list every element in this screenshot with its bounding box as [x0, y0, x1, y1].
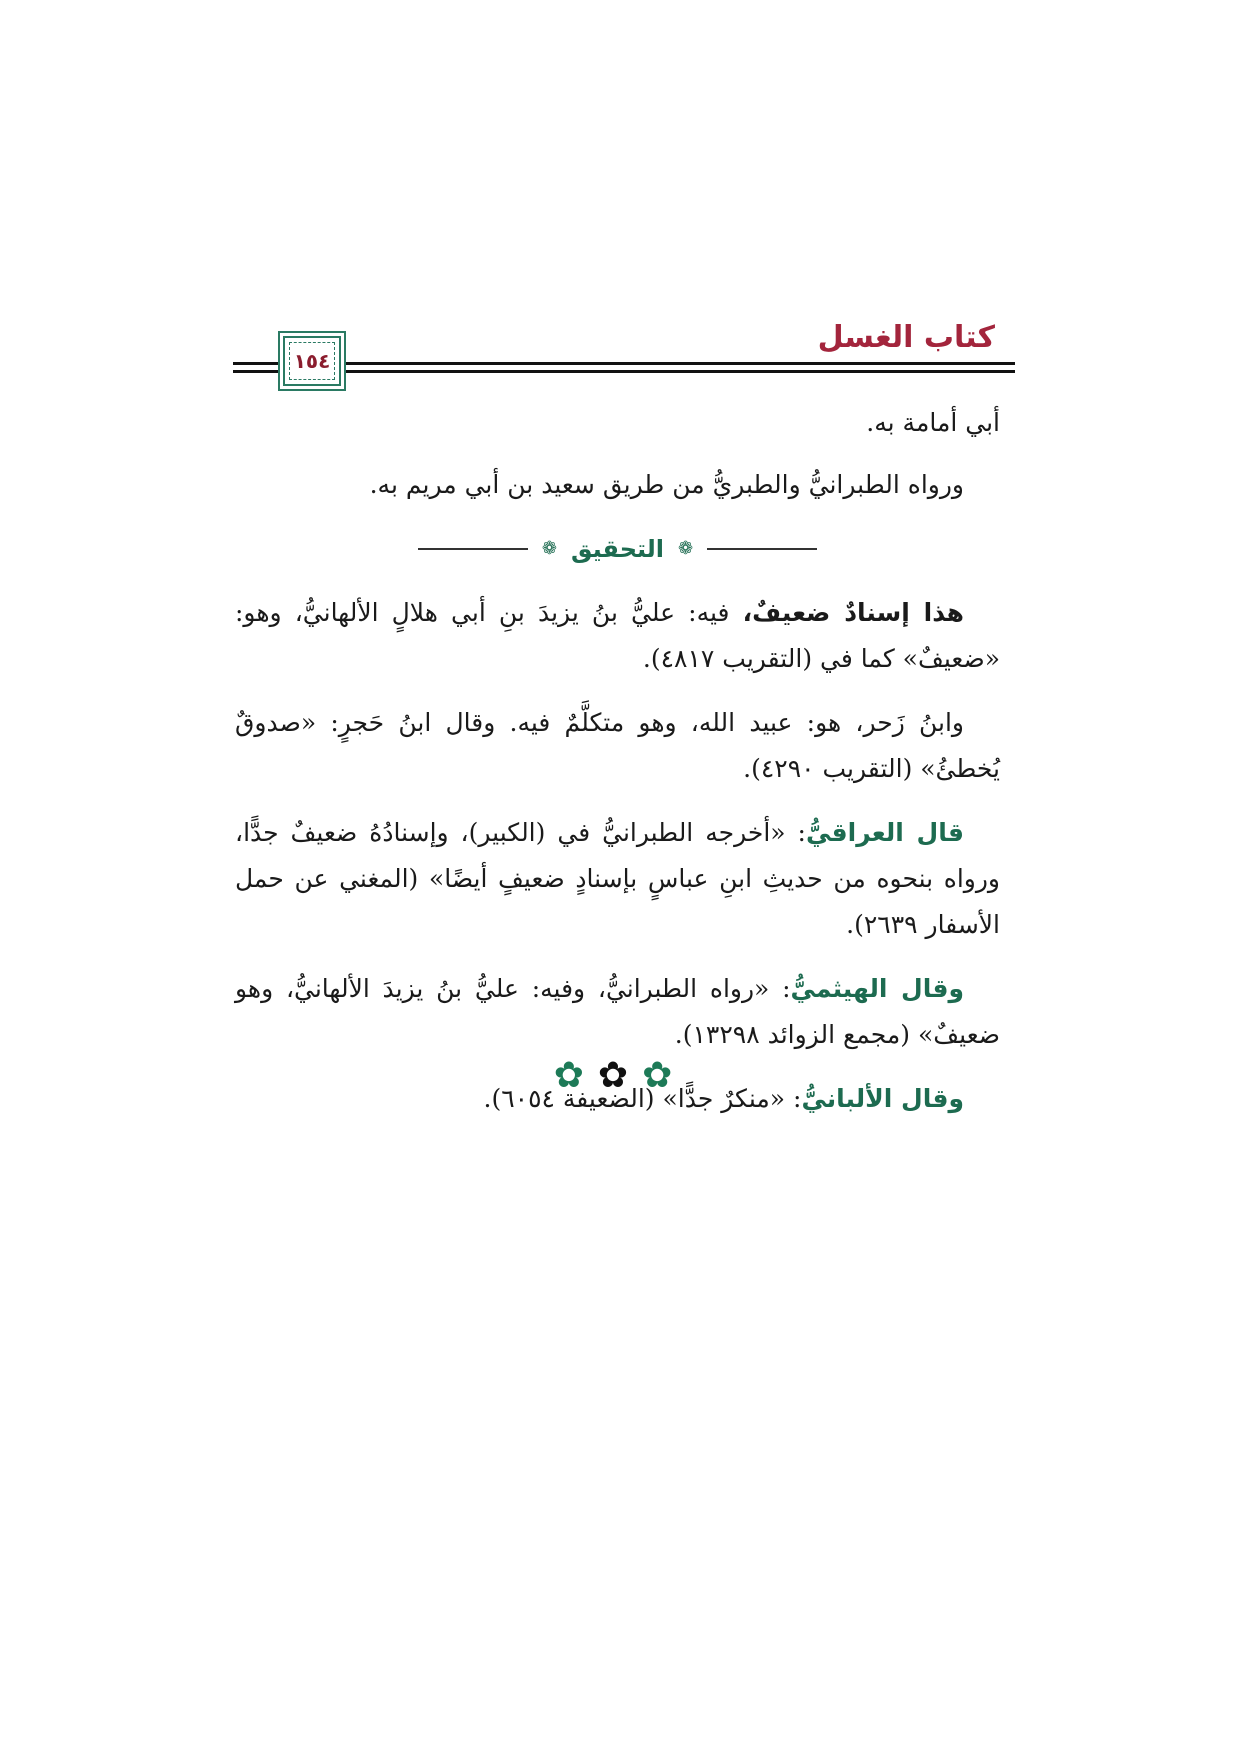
divider-line [707, 548, 817, 550]
paragraph [235, 810, 1000, 948]
flower-ornament-icon: ✿ [553, 1055, 598, 1096]
book-title: كتاب الغسل [817, 320, 995, 355]
paragraph-text: : «رواه الطبرانيُّ، وفيه: عليُّ بنُ يزيدَ الألهانيُّ، وهو ضعيفٌ» (مجمع الزوائد ١٣٢٩٨). [235, 974, 1000, 1049]
page-body [235, 400, 1000, 1140]
scholar-label: وقال الألبانيُّ [801, 1084, 964, 1113]
paragraph-text: فيه: عليُّ بنُ يزيدَ بنِ أبي هلالٍ الألهانيُّ، وهو: «ضعيفٌ» كما في (التقريب ٤٨١٧). [235, 598, 1000, 673]
header-rule-top [233, 362, 1015, 365]
paragraph-text: : «منكرٌ جدًّا» (الضعيفة ٦٠٥٤). [483, 1084, 802, 1113]
flower-ornament-icon: ✿ [597, 1055, 643, 1096]
page-number: ١٥٤ [293, 349, 331, 373]
end-ornament [0, 1055, 1240, 1096]
section-divider [235, 526, 1000, 572]
section-title: التحقيق [570, 535, 665, 563]
paragraph: وابنُ زَحر، هو: عبيد الله، وهو متكلَّمٌ فيه. وقال ابنُ حَجرٍ: «صدوقٌ يُخطئُ» (التقريب ٤٢٩٠). [235, 708, 1000, 783]
header-rule-bottom [233, 370, 1015, 373]
scholar-label: وقال الهيثميُّ [790, 974, 964, 1003]
paragraph [235, 966, 1000, 1058]
page-header [233, 318, 1015, 388]
page-number-badge [283, 336, 341, 386]
scholar-label: قال العراقيُّ [805, 818, 964, 847]
flower-ornament-icon: ✿ [642, 1055, 687, 1096]
text-line: أبي أمامة به. [866, 408, 1000, 437]
ornament-icon: ❁ [541, 538, 557, 559]
divider-line [418, 548, 528, 550]
paragraph-text: : «أخرجه الطبرانيُّ في (الكبير)، وإسنادُهُ ضعيفٌ جدًّا، ورواه بنحوه من حديثِ ابنِ عباسٍ بإسنادٍ ضعيفٍ أيضًا» (المغني عن حمل الأسفار ٢٦٣٩). [235, 818, 1000, 939]
text-line: ورواه الطبرانيُّ والطبريُّ من طريق سعيد بن أبي مريم به. [369, 470, 964, 499]
bold-phrase: هذا إسنادٌ ضعيفٌ، [742, 598, 964, 627]
paragraph [235, 590, 1000, 682]
ornament-icon: ❁ [678, 538, 694, 559]
